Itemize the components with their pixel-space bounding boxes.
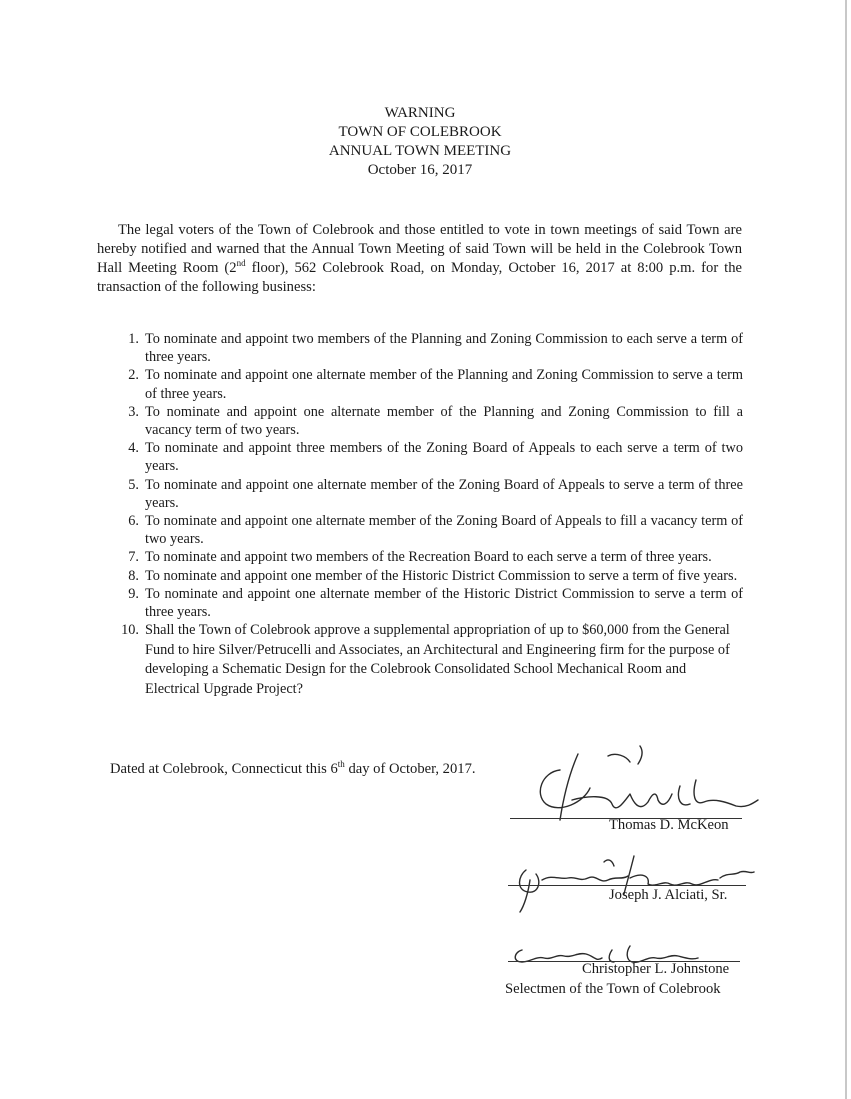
intro-text-2: floor), 562 Colebrook Road, on Monday, October 16, 2017 at 8:00 p.m. for the transaction of the following business: <box>97 260 743 295</box>
item-number: 6. <box>128 513 139 530</box>
item-text: To nominate and appoint one alternate member of the Historic District Commission to serve a term of three years. <box>145 585 743 621</box>
dated-superscript: th <box>337 759 345 770</box>
warning-title: WARNING <box>384 105 456 121</box>
list-item <box>109 585 743 621</box>
item-number: 1. <box>128 331 139 347</box>
dated-line <box>110 761 476 778</box>
signatories-title: Selectmen of the Town of Colebrook <box>505 981 721 997</box>
item-number: 2. <box>128 367 139 384</box>
list-item <box>109 366 743 402</box>
signature-mckeon <box>520 742 760 824</box>
item-text: To nominate and appoint one alternate member of the Zoning Board of Appeals to fill a vacancy term of two years. <box>145 513 743 548</box>
item-text: To nominate and appoint one member of the Historic District Commission to serve a term of five years. <box>145 567 738 584</box>
meeting-title: ANNUAL TOWN MEETING <box>328 143 512 159</box>
item-text: To nominate and appoint one alternate member of the Planning and Zoning Commission to serve a term of three years. <box>145 367 743 402</box>
town-name: TOWN OF COLEBROOK <box>338 124 502 140</box>
list-item <box>109 439 743 475</box>
page-edge <box>845 0 847 1099</box>
list-item <box>109 512 743 548</box>
signatory-name-1: Thomas D. McKeon <box>609 817 729 833</box>
intro-paragraph <box>97 221 742 297</box>
list-item <box>109 567 743 585</box>
item-number: 8. <box>128 567 139 584</box>
intro-superscript: nd <box>236 258 246 269</box>
item-number: 5. <box>128 476 139 493</box>
item-text: To nominate and appoint two members of the Planning and Zoning Commission to each serve a term of three years. <box>145 331 743 366</box>
list-item <box>109 476 743 512</box>
meeting-date: October 16, 2017 <box>367 162 473 178</box>
signatory-name-2: Joseph J. Alciati, Sr. <box>609 887 728 903</box>
item-number: 10. <box>121 622 139 639</box>
item-text: To nominate and appoint two members of the Recreation Board to each serve a term of three years. <box>145 549 712 566</box>
list-item <box>109 330 743 366</box>
dated-text-2: day of October, 2017. <box>344 761 476 777</box>
business-items-list <box>109 330 743 699</box>
item-text: Shall the Town of Colebrook approve a supplemental appropriation of up to $60,000 from the General Fund to hire Silver/Petrucelli and Associates, an Architectural and Engineering firm for the purpose of developing a Schematic Design for the Colebrook Consolidated School Mechanical Room and Electrical Upgrade Project? <box>145 622 730 697</box>
list-item <box>109 548 743 566</box>
document-header <box>0 104 840 180</box>
signature-line <box>508 885 746 886</box>
intro-text-1: The legal voters of the Town of Colebrook and those entitled to vote in town meetings of said Town are hereby notified and warned that the Annual Town Meeting of said Town will be held in the Colebrook Town Hall Meeting Room (2 <box>97 222 742 276</box>
item-number: 4. <box>128 440 139 457</box>
item-text: To nominate and appoint three members of the Zoning Board of Appeals to each serve a term of two years. <box>145 440 743 475</box>
dated-text-1: Dated at Colebrook, Connecticut this 6 <box>110 761 338 777</box>
item-text: To nominate and appoint one alternate member of the Zoning Board of Appeals to serve a term of three years. <box>145 476 743 511</box>
item-number: 9. <box>128 585 139 602</box>
item-number: 7. <box>128 549 139 566</box>
item-number: 3. <box>128 403 139 420</box>
item-text: To nominate and appoint one alternate member of the Planning and Zoning Commission to fill a vacancy term of two years. <box>145 403 743 439</box>
list-item <box>109 403 743 439</box>
signatory-name-3: Christopher L. Johnstone <box>582 961 730 977</box>
signature-alciati <box>508 850 756 916</box>
list-item <box>109 621 735 699</box>
